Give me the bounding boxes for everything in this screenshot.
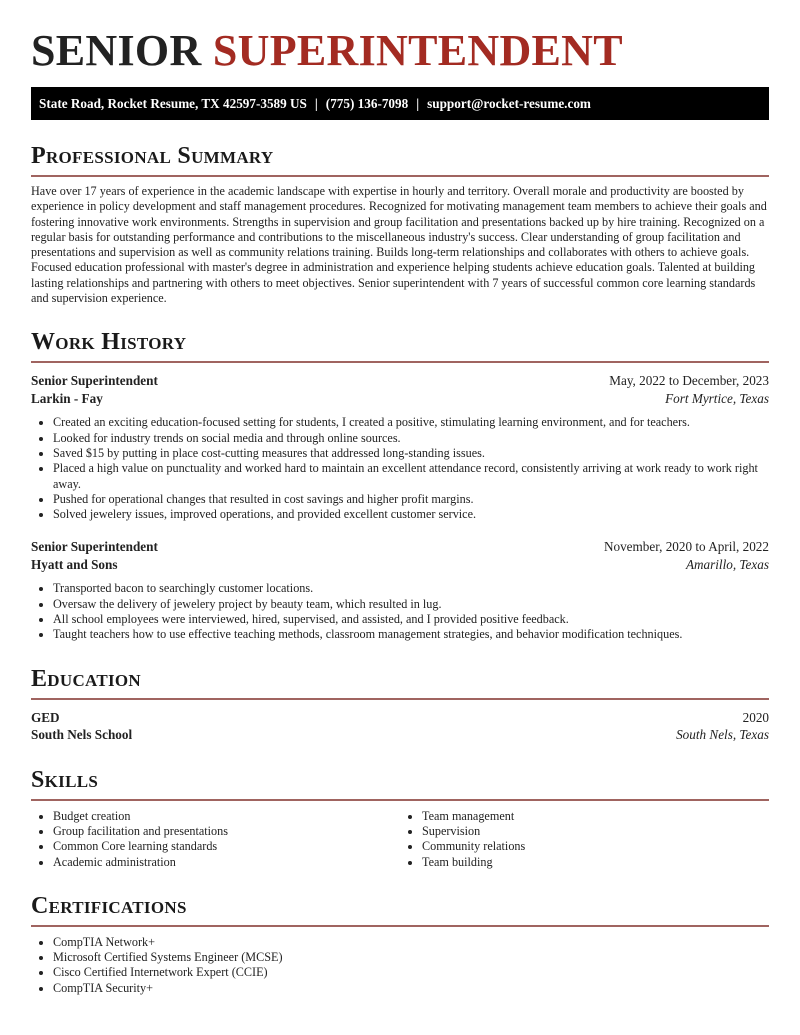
skill-item: • Common Core learning standards — [53, 839, 400, 854]
separator: | — [416, 96, 420, 111]
job-role: Senior Superintendent — [31, 373, 158, 389]
job-role: Senior Superintendent — [31, 539, 158, 555]
education-location: South Nels, Texas — [676, 727, 769, 743]
certification-item: • Microsoft Certified Systems Engineer (MCSE) — [53, 950, 769, 965]
job-bullet: • Saved $15 by putting in place cost-cutting measures that addressed long-standing issues. — [53, 446, 769, 461]
section-heading-summary: Professional Summary — [31, 143, 274, 169]
skill-item: • Team building — [422, 855, 769, 870]
skill-item: • Community relations — [422, 839, 769, 854]
summary-text: Have over 17 years of experience in the academic landscape with expertise in hourly and territory. Overall morale and productivity are boosted by experience in policy development and staff management procedures. Recognized for motivating management team members to achieve their goals and fostering innovative work environments. Strengths in supervision and group facilitation and presentations backed up by hire training. Recognized on a regular basis for outstanding performance and contributions to the miscellaneous industry's success. Clear understanding of group facilitation and presentations and supervision as well as community relations training. Builds long-term relationships and collaborates with others to achieve goals. Focused education professional with master's degree in administration and experience helping students achieve education goals. Talented at building lasting relationships and partnering with others to meet objectives. Senior superintendent with 7 years of successful common core learning standards and supervision experience. — [31, 184, 767, 306]
job-company: Larkin - Fay — [31, 390, 103, 406]
job-entry — [31, 372, 769, 522]
contact-email: support@rocket-resume.com — [427, 96, 591, 111]
skills-column-right — [400, 809, 769, 870]
job-location: Amarillo, Texas — [685, 556, 769, 572]
school: South Nels School — [31, 727, 133, 743]
skill-item: • Group facilitation and presentations — [53, 824, 400, 839]
job-bullet: • Placed a high value on punctuality and worked hard to maintain an excellent attendance record, consistently arriving at work ready to work right away. — [53, 461, 769, 492]
job-dates: May, 2022 to December, 2023 — [609, 373, 769, 389]
certification-item: • CompTIA Security+ — [53, 981, 769, 996]
job-company: Hyatt and Sons — [31, 556, 118, 572]
contact-address: State Road, Rocket Resume, TX 42597-3589 US — [39, 96, 307, 111]
job-bullets — [31, 415, 769, 522]
section-divider — [31, 175, 769, 177]
section-heading-education: Education — [31, 665, 142, 692]
section-divider — [31, 361, 769, 363]
skill-item: • Academic administration — [53, 855, 400, 870]
education-entry — [31, 709, 769, 744]
contact-bar — [31, 87, 769, 120]
section-divider — [31, 698, 769, 700]
degree: GED — [31, 709, 60, 725]
certification-item: • Cisco Certified Internetwork Expert (CCIE) — [53, 965, 769, 980]
job-bullet: • All school employees were interviewed, hired, supervised, and assisted, and I provided positive feedback. — [53, 612, 769, 627]
separator: | — [314, 96, 318, 111]
job-dates: November, 2020 to April, 2022 — [603, 539, 769, 555]
skills-list — [31, 801, 769, 870]
section-heading-skills: Skills — [31, 766, 99, 793]
job-bullet: • Oversaw the delivery of jewelery project by beauty team, which resulted in lug. — [53, 597, 769, 612]
skills-column-left — [31, 809, 400, 870]
section-heading-certifications: Certifications — [31, 892, 187, 919]
education-year: 2020 — [742, 709, 769, 725]
certification-item: • CompTIA Network+ — [53, 935, 769, 950]
section-divider — [31, 925, 769, 927]
skill-item: • Supervision — [422, 824, 769, 839]
job-bullet: • Created an exciting education-focused setting for students, I created a positive, stimulating learning environment, and for teachers. — [53, 415, 769, 430]
title-last: SUPERINTENDENT — [212, 26, 623, 75]
job-bullet: • Taught teachers how to use effective teaching methods, classroom management strategies, and behavior modification techniques. — [53, 627, 769, 642]
job-bullets — [31, 581, 769, 642]
section-heading-work: Work History — [31, 329, 187, 356]
job-bullet: • Looked for industry trends on social media and through online sources. — [53, 431, 769, 446]
job-bullet: • Pushed for operational changes that resulted in cost savings and higher profit margins. — [53, 492, 769, 507]
title-first: SENIOR — [31, 26, 202, 75]
job-entry — [31, 538, 769, 642]
skill-item: • Team management — [422, 809, 769, 824]
certifications-list — [31, 935, 769, 996]
job-bullet: • Transported bacon to searchingly customer locations. — [53, 581, 769, 596]
resume-title — [31, 0, 769, 75]
job-bullet: • Solved jewelery issues, improved operations, and provided excellent customer service. — [53, 507, 769, 522]
job-location: Fort Myrtice, Texas — [665, 390, 769, 406]
contact-phone: (775) 136-7098 — [325, 96, 409, 111]
skill-item: • Budget creation — [53, 809, 400, 824]
